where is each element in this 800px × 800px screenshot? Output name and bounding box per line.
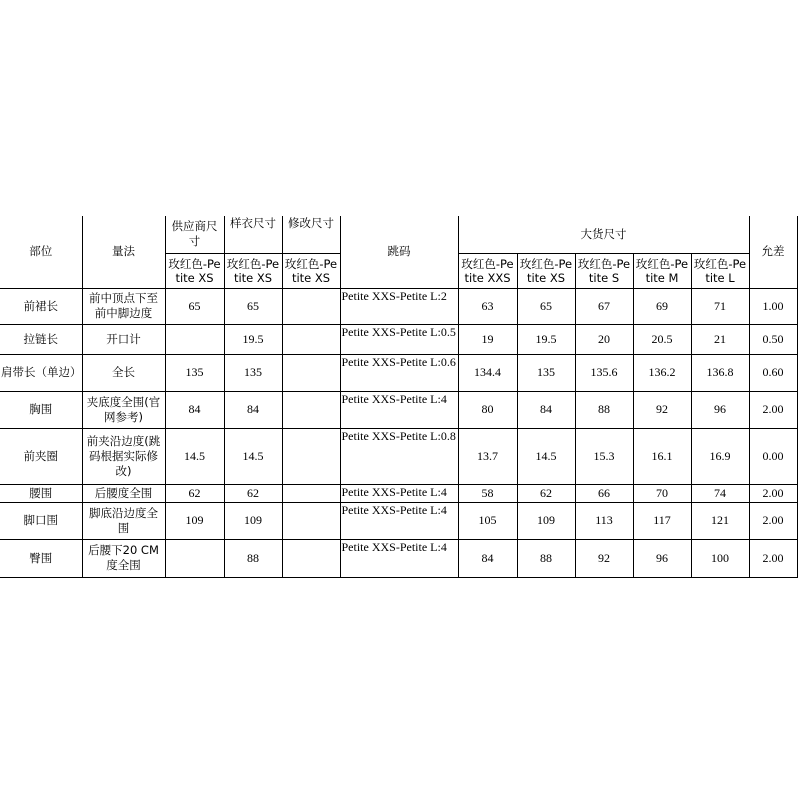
part-cell: 脚口围 [0, 502, 82, 539]
bulk-l-cell: 136.8 [691, 354, 749, 391]
part-cell: 臀围 [0, 539, 82, 577]
sample-size-cell: 135 [224, 354, 282, 391]
supplier-size-cell: 62 [165, 484, 224, 502]
grading-cell: Petite XXS-Petite L:0.6 [340, 354, 458, 391]
bulk-m-cell: 20.5 [633, 324, 691, 354]
bulk-s-cell: 135.6 [575, 354, 633, 391]
grading-cell: Petite XXS-Petite L:0.8 [340, 428, 458, 484]
subheader-sample: 玫红色-Petite XS [224, 253, 282, 288]
sample-size-cell: 109 [224, 502, 282, 539]
method-cell: 前夹沿边度(跳码根据实际修改) [82, 428, 165, 484]
method-cell: 后腰下20 CM度全围 [82, 539, 165, 577]
supplier-size-cell: 14.5 [165, 428, 224, 484]
bulk-l-cell: 121 [691, 502, 749, 539]
header-grading: 跳码 [340, 216, 458, 288]
tolerance-cell: 2.00 [749, 391, 797, 428]
bulk-m-cell: 16.1 [633, 428, 691, 484]
grading-cell: Petite XXS-Petite L:2 [340, 288, 458, 324]
modified-size-cell [282, 502, 340, 539]
subheader-bulk-s: 玫红色-Petite S [575, 253, 633, 288]
supplier-size-cell: 65 [165, 288, 224, 324]
bulk-l-cell: 100 [691, 539, 749, 577]
tolerance-cell: 2.00 [749, 539, 797, 577]
bulk-m-cell: 92 [633, 391, 691, 428]
bulk-m-cell: 69 [633, 288, 691, 324]
sample-size-cell: 14.5 [224, 428, 282, 484]
table-row [0, 288, 797, 324]
table-row [0, 354, 797, 391]
sample-size-cell: 62 [224, 484, 282, 502]
size-spec-table [0, 216, 798, 578]
size-spec-sheet [0, 216, 798, 578]
bulk-s-cell: 88 [575, 391, 633, 428]
bulk-xxs-cell: 105 [458, 502, 517, 539]
bulk-xs-cell: 84 [517, 391, 575, 428]
bulk-m-cell: 96 [633, 539, 691, 577]
modified-size-cell [282, 324, 340, 354]
bulk-xxs-cell: 13.7 [458, 428, 517, 484]
subheader-bulk-xs: 玫红色-Petite XS [517, 253, 575, 288]
part-cell: 前夹圈 [0, 428, 82, 484]
header-part: 部位 [0, 216, 82, 288]
method-cell: 后腰度全围 [82, 484, 165, 502]
header-bulk-size: 大货尺寸 [458, 216, 749, 253]
sample-size-cell: 19.5 [224, 324, 282, 354]
subheader-modified: 玫红色-Petite XS [282, 253, 340, 288]
modified-size-cell [282, 288, 340, 324]
bulk-l-cell: 21 [691, 324, 749, 354]
bulk-s-cell: 92 [575, 539, 633, 577]
subheader-bulk-xxs: 玫红色-Petite XXS [458, 253, 517, 288]
bulk-xs-cell: 19.5 [517, 324, 575, 354]
subheader-supplier: 玫红色-Petite XS [165, 253, 224, 288]
supplier-size-cell [165, 324, 224, 354]
bulk-xs-cell: 65 [517, 288, 575, 324]
bulk-l-cell: 74 [691, 484, 749, 502]
method-cell: 夹底度全围(官网参考) [82, 391, 165, 428]
bulk-s-cell: 15.3 [575, 428, 633, 484]
sample-size-cell: 88 [224, 539, 282, 577]
modified-size-cell [282, 539, 340, 577]
bulk-s-cell: 66 [575, 484, 633, 502]
bulk-xxs-cell: 19 [458, 324, 517, 354]
bulk-s-cell: 67 [575, 288, 633, 324]
table-row [0, 502, 797, 539]
part-cell: 前裙长 [0, 288, 82, 324]
bulk-l-cell: 96 [691, 391, 749, 428]
bulk-s-cell: 20 [575, 324, 633, 354]
supplier-size-cell [165, 539, 224, 577]
tolerance-cell: 0.60 [749, 354, 797, 391]
method-cell: 全长 [82, 354, 165, 391]
grading-cell: Petite XXS-Petite L:4 [340, 539, 458, 577]
supplier-size-cell: 109 [165, 502, 224, 539]
tolerance-cell: 0.50 [749, 324, 797, 354]
part-cell: 胸围 [0, 391, 82, 428]
modified-size-cell [282, 428, 340, 484]
bulk-xxs-cell: 84 [458, 539, 517, 577]
part-cell: 腰围 [0, 484, 82, 502]
bulk-xs-cell: 14.5 [517, 428, 575, 484]
bulk-xxs-cell: 80 [458, 391, 517, 428]
grading-cell: Petite XXS-Petite L:0.5 [340, 324, 458, 354]
table-row [0, 539, 797, 577]
header-sample-size: 样衣尺寸 [224, 216, 282, 253]
grading-cell: Petite XXS-Petite L:4 [340, 484, 458, 502]
part-cell: 肩带长（单边） [0, 354, 82, 391]
bulk-xs-cell: 109 [517, 502, 575, 539]
tolerance-cell: 2.00 [749, 502, 797, 539]
sample-size-cell: 84 [224, 391, 282, 428]
bulk-m-cell: 136.2 [633, 354, 691, 391]
bulk-xxs-cell: 134.4 [458, 354, 517, 391]
table-row [0, 324, 797, 354]
bulk-xs-cell: 88 [517, 539, 575, 577]
grading-cell: Petite XXS-Petite L:4 [340, 391, 458, 428]
bulk-xs-cell: 62 [517, 484, 575, 502]
subheader-bulk-l: 玫红色-Petite L [691, 253, 749, 288]
bulk-l-cell: 16.9 [691, 428, 749, 484]
supplier-size-cell: 135 [165, 354, 224, 391]
bulk-m-cell: 117 [633, 502, 691, 539]
bulk-l-cell: 71 [691, 288, 749, 324]
modified-size-cell [282, 354, 340, 391]
bulk-xs-cell: 135 [517, 354, 575, 391]
supplier-size-cell: 84 [165, 391, 224, 428]
bulk-xxs-cell: 63 [458, 288, 517, 324]
bulk-xxs-cell: 58 [458, 484, 517, 502]
tolerance-cell: 2.00 [749, 484, 797, 502]
method-cell: 脚底沿边度全围 [82, 502, 165, 539]
header-modified-size: 修改尺寸 [282, 216, 340, 253]
header-method: 量法 [82, 216, 165, 288]
tolerance-cell: 0.00 [749, 428, 797, 484]
table-row [0, 391, 797, 428]
table-row [0, 484, 797, 502]
tolerance-cell: 1.00 [749, 288, 797, 324]
part-cell: 拉链长 [0, 324, 82, 354]
modified-size-cell [282, 484, 340, 502]
header-supplier-size: 供应商尺寸 [165, 216, 224, 253]
bulk-m-cell: 70 [633, 484, 691, 502]
method-cell: 前中顶点下至前中脚边度 [82, 288, 165, 324]
sample-size-cell: 65 [224, 288, 282, 324]
header-row [0, 216, 797, 253]
header-tolerance: 允差 [749, 216, 797, 288]
modified-size-cell [282, 391, 340, 428]
table-body [0, 288, 797, 577]
subheader-bulk-m: 玫红色-Petite M [633, 253, 691, 288]
grading-cell: Petite XXS-Petite L:4 [340, 502, 458, 539]
bulk-s-cell: 113 [575, 502, 633, 539]
method-cell: 开口计 [82, 324, 165, 354]
table-row [0, 428, 797, 484]
